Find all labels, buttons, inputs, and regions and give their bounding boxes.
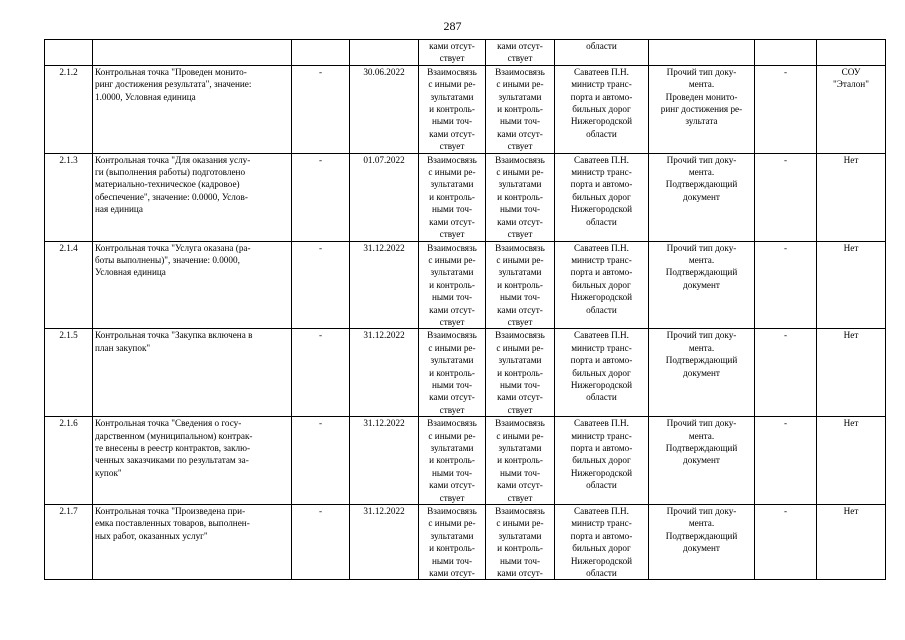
cell-text: Прочий тип доку- мента. Подтверждающий документ: [665, 154, 738, 202]
cell-system: [817, 40, 886, 66]
cell-text: -: [318, 66, 323, 77]
cell-text: Взаимосвязь с иными ре- зультатами и контроль- ными точ- ками отсут- ствует: [427, 66, 477, 152]
cell-document-type: [649, 153, 755, 241]
cell-code: [45, 417, 93, 505]
cell-text: 2.1.7: [59, 506, 78, 517]
cell-text: 31.12.2022: [363, 330, 405, 341]
cell-relation-next: [486, 65, 555, 153]
cell-code: [45, 329, 93, 417]
cell-text: Взаимосвязь с иными ре- зультатами и контроль- ными точ- ками отсут- ствует: [495, 66, 545, 152]
table-row: [45, 505, 886, 580]
cell-document-type: [649, 505, 755, 580]
cell-text: Взаимосвязь с иными ре- зультатами и контроль- ными точ- ками отсут- ствует: [495, 154, 545, 240]
cell-name: [93, 329, 292, 417]
table-row: [45, 153, 886, 241]
cell-date: [350, 153, 419, 241]
cell-responsible: [555, 505, 649, 580]
cell-system: [817, 153, 886, 241]
cell-responsible: [555, 241, 649, 329]
cell-text: -: [783, 66, 788, 77]
cell-relation-previous: [419, 40, 486, 66]
cell-dash: [292, 329, 350, 417]
cell-text: Взаимосвязь с иными ре- зультатами и контроль- ными точ- ками отсут- ствует: [495, 242, 545, 327]
table-body: [45, 40, 886, 580]
cell-system: [817, 417, 886, 505]
cell-dash: [292, 505, 350, 580]
cell-name: [93, 417, 292, 505]
cell-text: ками отсут- ствует: [497, 41, 543, 64]
cell-relation-next: [486, 241, 555, 329]
cell-date: [350, 65, 419, 153]
cell-dash: [292, 40, 350, 66]
cell-text: Контрольная точка "Произведена при- емка поставленных товаров, выполнен- ных работ, оказанных услуг": [95, 506, 250, 541]
cell-dash: [292, 65, 350, 153]
cell-relation-next: [486, 505, 555, 580]
table-row: [45, 329, 886, 417]
cell-code: [45, 241, 93, 329]
cell-text: -: [783, 330, 788, 341]
cell-relation-previous: [419, 65, 486, 153]
cell-text: Прочий тип доку- мента. Подтверждающий документ: [665, 418, 738, 466]
cell-date: [350, 505, 419, 580]
cell-text: Взаимосвязь с иными ре- зультатами и контроль- ными точ- ками отсут-: [427, 506, 477, 579]
cell-text: Контрольная точка "Проведен монито- ринг достижения результата", значение: 1.0000, Условная единица: [95, 66, 252, 102]
cell-text: Прочий тип доку- мента. Подтверждающий документ: [665, 242, 738, 290]
cell-text: -: [318, 330, 323, 341]
cell-dash: [292, 153, 350, 241]
cell-text: -: [783, 506, 788, 517]
cell-relation-previous: [419, 417, 486, 505]
cell-text: Нет: [843, 242, 859, 253]
page-number: 287: [443, 19, 462, 33]
cell-dash: [292, 417, 350, 505]
cell-text: Нет: [843, 418, 859, 429]
cell-code: [45, 505, 93, 580]
cell-name: [93, 40, 292, 66]
cell-text: Взаимосвязь с иными ре- зультатами и контроль- ными точ- ками отсут- ствует: [427, 154, 477, 240]
cell-text: Саватеев П.Н. министр транс- порта и автомо- бильных дорог Нижегородской области: [570, 242, 633, 315]
cell-extra: [755, 505, 817, 580]
cell-responsible: [555, 417, 649, 505]
cell-text: Прочий тип доку- мента. Подтверждающий документ: [665, 506, 738, 554]
cell-text: Взаимосвязь с иными ре- зультатами и контроль- ными точ- ками отсут- ствует: [495, 418, 545, 503]
cell-text: Контрольная точка "Сведения о госу- дарственном (муниципальном) контрак- те внесены в реестр контрактов, заклю- ченных заказчиками по результатам за- купок": [95, 418, 253, 478]
cell-document-type: [649, 65, 755, 153]
cell-text: СОУ "Эталон": [833, 66, 869, 90]
cell-relation-previous: [419, 505, 486, 580]
cell-text: Взаимосвязь с иными ре- зультатами и контроль- ными точ- ками отсут- ствует: [427, 242, 477, 327]
cell-text: -: [318, 242, 323, 253]
cell-extra: [755, 40, 817, 66]
cell-text: Прочий тип доку- мента. Проведен монито- ринг достижения ре- зультата: [660, 66, 743, 127]
cell-text: -: [783, 418, 788, 429]
cell-text: 31.12.2022: [363, 242, 405, 253]
cell-text: -: [783, 154, 788, 165]
cell-extra: [755, 153, 817, 241]
cell-relation-next: [486, 40, 555, 66]
cell-relation-next: [486, 153, 555, 241]
cell-responsible: [555, 65, 649, 153]
cell-relation-next: [486, 329, 555, 417]
cell-text: Контрольная точка "Услуга оказана (ра- боты выполнены)", значение: 0.0000, Условная единица: [95, 242, 251, 278]
cell-date: [350, 241, 419, 329]
cell-text: -: [783, 242, 788, 253]
cell-text: -: [318, 154, 323, 165]
cell-text: Контрольная точка "Закупка включена в план закупок": [95, 330, 253, 353]
table-row: [45, 65, 886, 153]
table-row: [45, 241, 886, 329]
cell-dash: [292, 241, 350, 329]
cell-text: 31.12.2022: [363, 506, 405, 517]
table-row: [45, 417, 886, 505]
cell-extra: [755, 65, 817, 153]
cell-text: Нет: [843, 506, 859, 517]
cell-text: Взаимосвязь с иными ре- зультатами и контроль- ными точ- ками отсут-: [495, 506, 545, 579]
cell-document-type: [649, 329, 755, 417]
cell-responsible: [555, 40, 649, 66]
cell-date: [350, 329, 419, 417]
cell-code: [45, 65, 93, 153]
cell-text: Саватеев П.Н. министр транс- порта и автомо- бильных дорог Нижегородской области: [570, 506, 633, 579]
cell-text: 2.1.4: [59, 242, 78, 253]
cell-extra: [755, 241, 817, 329]
cell-name: [93, 505, 292, 580]
cell-text: Саватеев П.Н. министр транс- порта и автомо- бильных дорог Нижегородской области: [570, 154, 633, 227]
cell-relation-previous: [419, 153, 486, 241]
cell-text: ками отсут- ствует: [429, 41, 475, 64]
cell-name: [93, 65, 292, 153]
cell-system: [817, 329, 886, 417]
cell-date: [350, 417, 419, 505]
cell-text: 01.07.2022: [363, 154, 405, 165]
cell-relation-previous: [419, 329, 486, 417]
cell-system: [817, 65, 886, 153]
cell-system: [817, 241, 886, 329]
cell-date: [350, 40, 419, 66]
cell-text: Взаимосвязь с иными ре- зультатами и контроль- ными точ- ками отсут- ствует: [427, 418, 477, 503]
cell-extra: [755, 329, 817, 417]
cell-code: [45, 40, 93, 66]
cell-relation-next: [486, 417, 555, 505]
cell-name: [93, 241, 292, 329]
cell-responsible: [555, 329, 649, 417]
cell-text: Саватеев П.Н. министр транс- порта и автомо- бильных дорог Нижегородской области: [570, 66, 633, 139]
cell-text: Нет: [843, 330, 859, 341]
table-row: [45, 40, 886, 66]
control-points-table: [44, 39, 886, 580]
cell-text: Саватеев П.Н. министр транс- порта и автомо- бильных дорог Нижегородской области: [570, 330, 633, 403]
cell-text: 2.1.2: [59, 66, 78, 77]
cell-text: Прочий тип доку- мента. Подтверждающий документ: [665, 330, 738, 378]
cell-text: 2.1.3: [59, 154, 78, 165]
cell-name: [93, 153, 292, 241]
cell-text: области: [586, 41, 617, 51]
cell-text: 2.1.6: [59, 418, 78, 429]
cell-text: -: [318, 506, 323, 517]
cell-relation-previous: [419, 241, 486, 329]
cell-text: 30.06.2022: [363, 66, 405, 77]
cell-document-type: [649, 417, 755, 505]
cell-text: Саватеев П.Н. министр транс- порта и автомо- бильных дорог Нижегородской области: [570, 418, 633, 491]
cell-text: 31.12.2022: [363, 418, 405, 429]
cell-system: [817, 505, 886, 580]
cell-document-type: [649, 241, 755, 329]
cell-text: -: [318, 418, 323, 429]
cell-text: 2.1.5: [59, 330, 78, 341]
cell-code: [45, 153, 93, 241]
cell-text: Взаимосвязь с иными ре- зультатами и контроль- ными точ- ками отсут- ствует: [495, 330, 545, 415]
cell-text: Взаимосвязь с иными ре- зультатами и контроль- ными точ- ками отсут- ствует: [427, 330, 477, 415]
cell-responsible: [555, 153, 649, 241]
cell-document-type: [649, 40, 755, 66]
cell-extra: [755, 417, 817, 505]
cell-text: Контрольная точка "Для оказания услу- ги (выполнения работы) подготовлено материально-техническое (кадровое) обеспечение", значение: 0.0000, Услов- ная единица: [95, 154, 251, 215]
cell-text: Нет: [843, 154, 859, 165]
